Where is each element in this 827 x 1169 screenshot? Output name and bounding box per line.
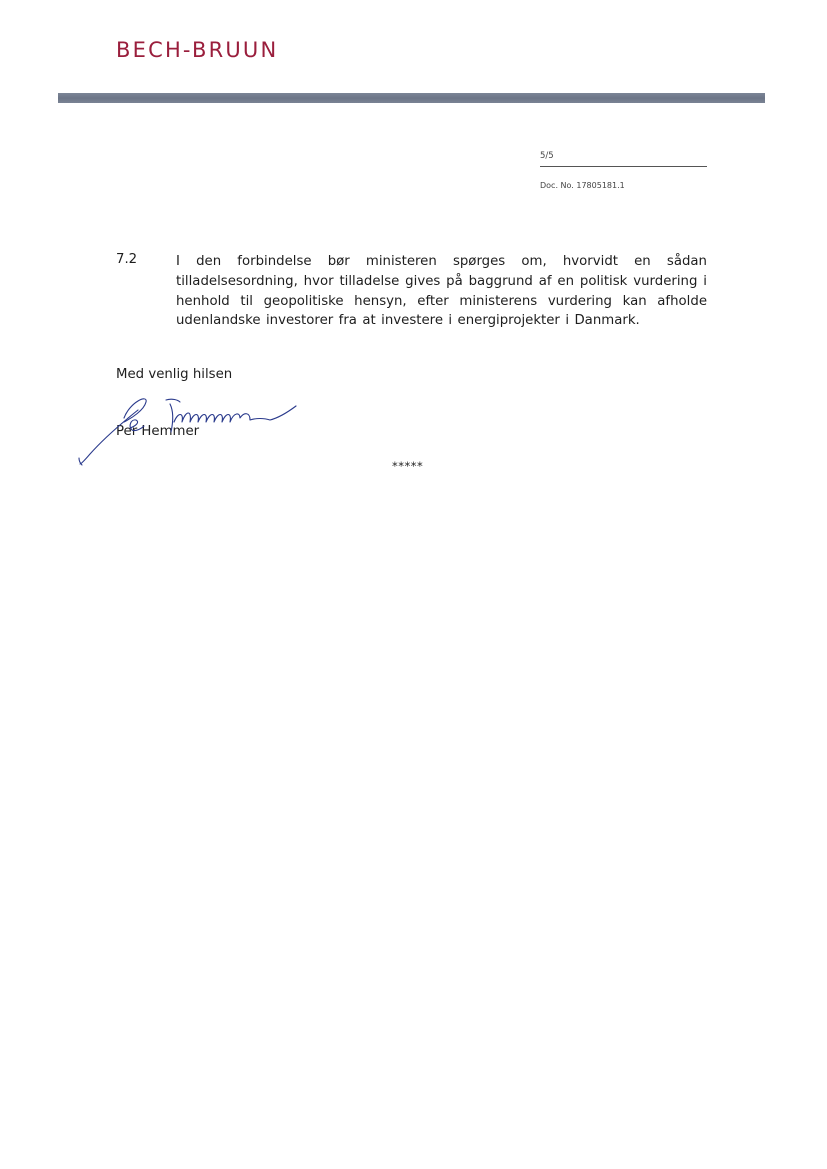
closing-greeting: Med venlig hilsen bbox=[116, 367, 233, 382]
section-number: 7.2 bbox=[116, 252, 138, 267]
doc-number: Doc. No. 17805181.1 bbox=[540, 181, 625, 190]
handwritten-signature bbox=[74, 388, 304, 468]
page-rule-divider bbox=[540, 166, 707, 167]
header-band bbox=[58, 93, 765, 103]
end-marker: ***** bbox=[392, 459, 424, 473]
company-logo: BECH-BRUUN bbox=[116, 38, 279, 62]
section-paragraph: I den forbindelse bør ministeren spørges om, hvorvidt en sådan tilladelsesordning, hvor tilladelse gives på baggrund af en politisk vurdering i henhold til geopolitiske hensyn, efter ministerens vurdering kan afholde udenlandske investorer fra at investere i energiprojekter i Danmark. bbox=[176, 254, 707, 329]
page-indicator: 5/5 bbox=[540, 151, 554, 161]
signer-name: Per Hemmer bbox=[116, 424, 200, 439]
